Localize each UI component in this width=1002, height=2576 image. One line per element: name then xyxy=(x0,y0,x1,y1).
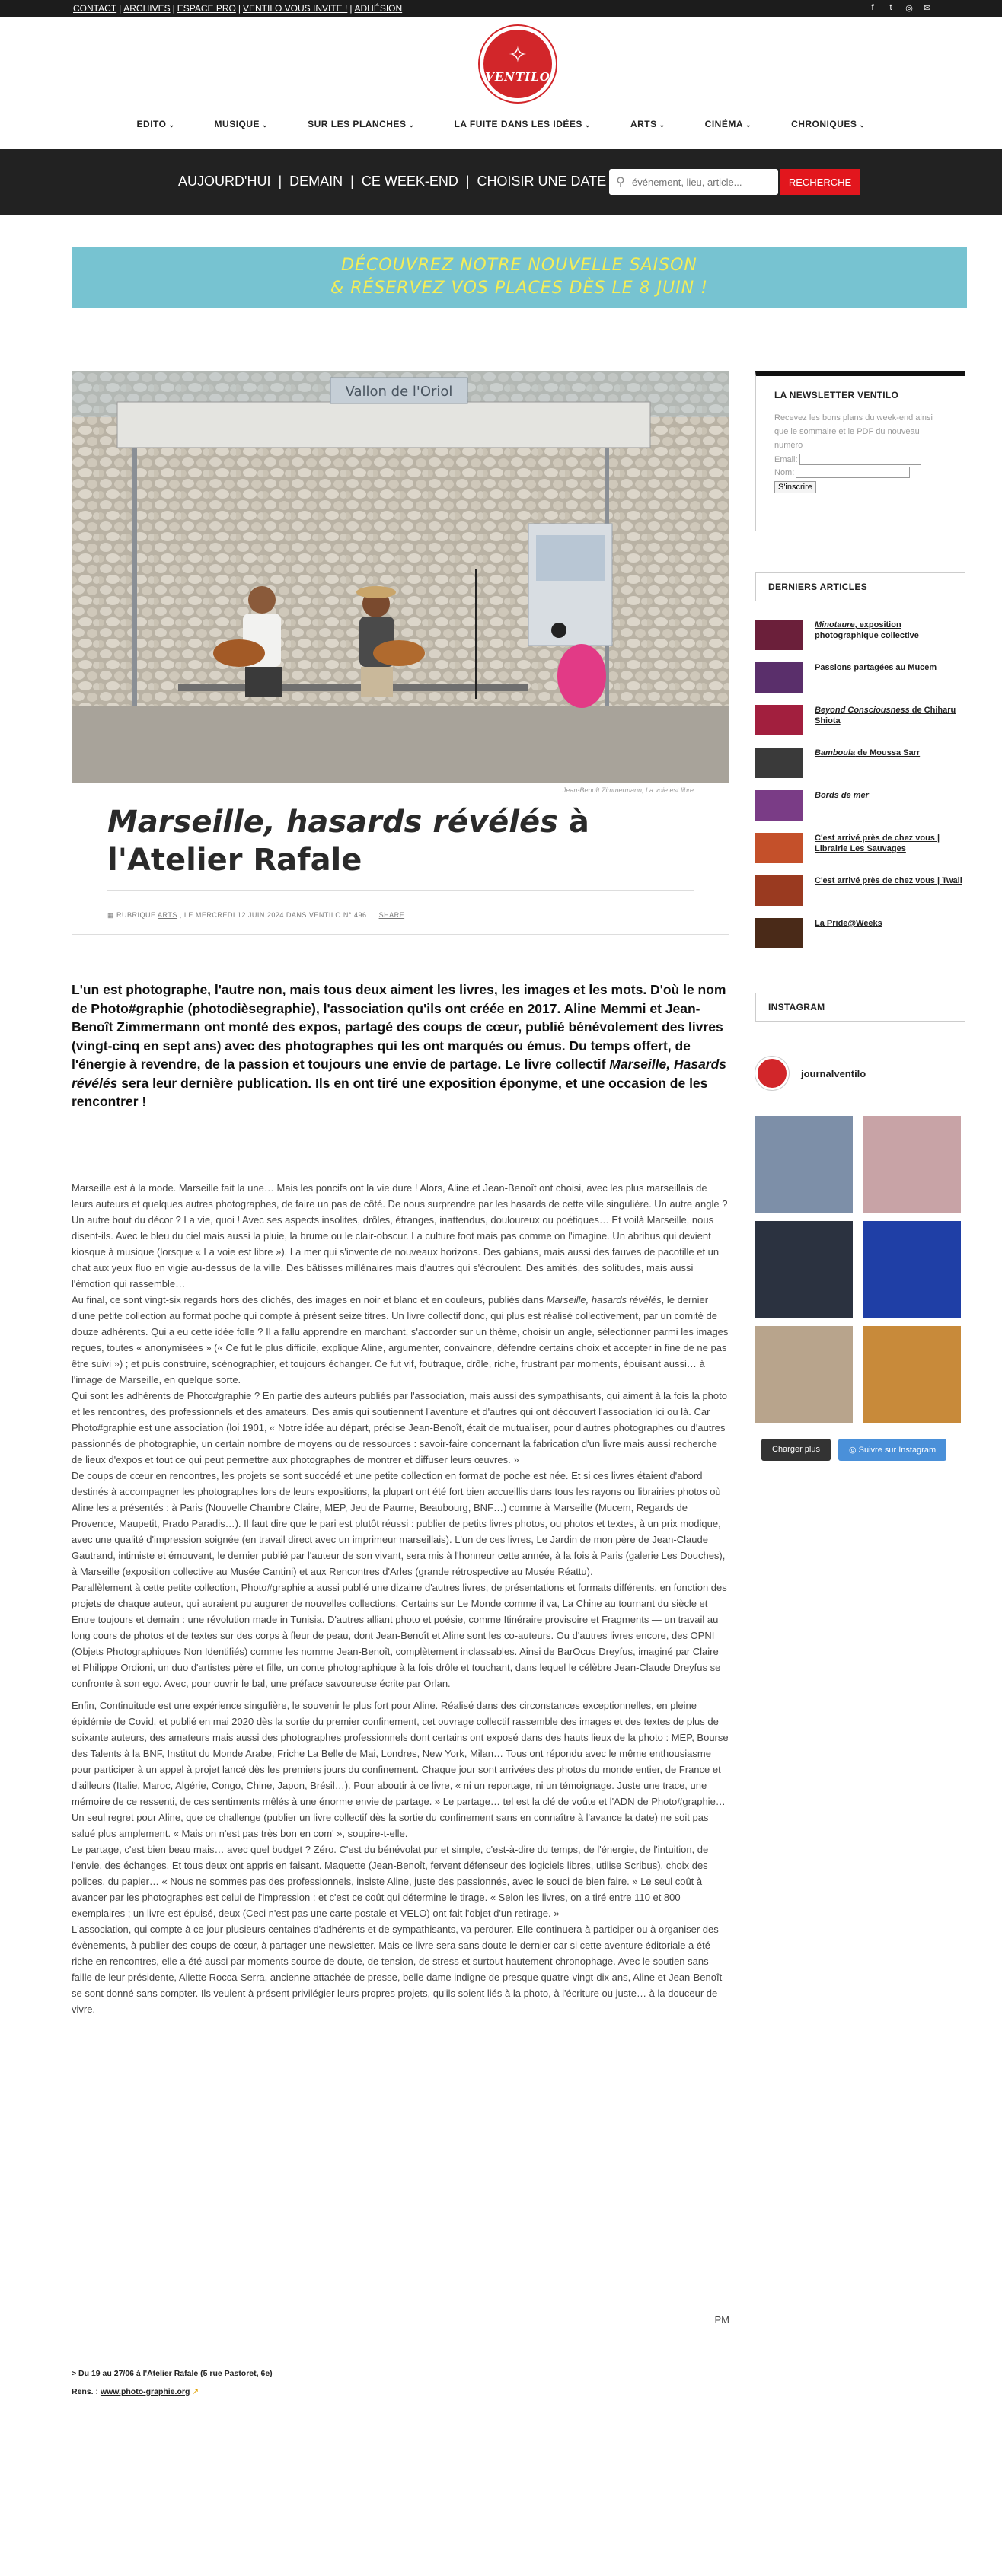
facebook-icon[interactable]: f xyxy=(871,3,874,12)
body-paragraph: Le partage, c'est bien beau mais… avec quel budget ? Zéro. C'est du bénévolat pur et simple, c'est-à-dire du temps, de l'énergie, de l'intuition, de l'envie, des échanges. Et tous deux ont appris en faisant. Maquette (Jean-Benoît, fervent défenseur des logiciels libres, utilise Scribus), choix des polices, du papier… « Nous ne sommes pas des professionnels, insiste Aline, juste des passionnés, avec le souci de bien faire. » Le seul coût à avancer par les photographes est celui de l'impression : et c'est ce coût qui détermine le tirage. « Selon les livres, on a tiré entre 110 et 800 exemplaires ; un livre est épuisé, deux (Ceci n'est pas une carte postale et VELO) ont fait l'objet d'un retirage. » xyxy=(72,1844,709,1919)
article-thumbnail xyxy=(755,705,803,735)
practical-info xyxy=(72,2364,729,2401)
calendar-icon: ▦ xyxy=(107,911,117,919)
nav-arts[interactable]: ARTS ⌄ xyxy=(630,119,665,129)
latest-article-item[interactable]: Beyond Consciousness de Chiharu Shiota xyxy=(755,705,965,748)
nav-musique[interactable]: MUSIQUE ⌄ xyxy=(214,119,269,129)
nav-la-fuite-dans-les-idees[interactable]: LA FUITE DANS LES IDÉES ⌄ xyxy=(454,119,591,129)
instagram-profile xyxy=(755,1057,866,1090)
article-title-card xyxy=(72,783,729,935)
body-paragraph: Qui sont les adhérents de Photo#graphie ? En partie des auteurs publiés par l'association, mais aussi des sympathisants, qui aiment à la fois la photo et les rencontres, des professionnels et des amateurs. Des amis qui soutiennent l'aventure et d'autres qui ont découvert l'association ici ou là. Car Photo#graphie est une association (loi 1901, « Notre idée au départ, précise Jean-Benoît, était de mutualiser, pour d'autres photographes ou d'autres passionnés de photographie, un certain nombre de moyens ou de ressources : savoir-faire concernant la fabrication d'un livre mais aussi recherche de lieux d'expos et tout ce qui peut permettre aux photographes de montrer et diffuser leurs œuvres. » xyxy=(72,1390,727,1465)
chevron-down-icon: ⌄ xyxy=(408,121,415,129)
instagram-username[interactable]: journalventilo xyxy=(801,1067,866,1079)
external-link-icon: ↗ xyxy=(192,2387,199,2396)
latest-articles-list xyxy=(755,620,965,961)
latest-article-item[interactable]: C'est arrivé près de chez vous | Twali xyxy=(755,875,965,918)
bus-shelter-musicians-photo xyxy=(72,371,729,783)
top-bar xyxy=(0,0,1002,17)
nav-edito[interactable]: EDITO ⌄ xyxy=(136,119,175,129)
subscribe-button[interactable]: S'inscrire xyxy=(774,481,816,493)
newsletter-email-input[interactable] xyxy=(799,454,921,465)
avatar[interactable] xyxy=(755,1057,789,1090)
body-paragraph: Marseille est à la mode. Marseille fait la une… Mais les poncifs ont la vie dure ! Alors, Aline et Jean-Benoît ont choisi, avec les plus marseillais de leurs auteurs et quelques autres photographes, de faire un pas de côté. De nous surprendre par les hasards de cette ville singulière. Un autre angle ? Un autre bout du décor ? La vie, quoi ! Avec ses aspects insolites, drôles, étranges, inattendus, douloureux ou poétiques… Et voilà Marseille, nous disent-ils. Avec le bleu du ciel mais aussi la pluie, la brume ou le clair-obscur. La culture foot mais pas comme on l'imagine. Un abribus qui devient kiosque à musique (lorsque « La voie est libre »). La mer qui s'invente de nouveaux horizons. Des gabians, mais aussi des fauves de pacotille et un chat aux yeux fluo en vigie au-dessus de la ville. Des bâtisses millénaires mais d'autres qui s'écroulent. Des amitiés, des solitudes, mais aussi l'émotion qui rassemble… xyxy=(72,1182,728,1290)
article-thumbnail xyxy=(755,875,803,906)
mail-icon[interactable]: ✉ xyxy=(924,4,931,13)
date-filters: AUJOURD'HUI | DEMAIN | CE WEEK-END | CHOISIR UNE DATE xyxy=(178,174,607,189)
top-link-archives[interactable]: ARCHIVES xyxy=(123,3,171,14)
rubrique-link[interactable]: ARTS xyxy=(158,911,177,919)
instagram-post[interactable] xyxy=(863,1326,961,1423)
date-today[interactable]: AUJOURD'HUI xyxy=(178,174,271,189)
search-field xyxy=(609,169,778,195)
date-weekend[interactable]: CE WEEK-END xyxy=(361,174,458,189)
agenda-search-band xyxy=(0,149,1002,215)
logo-area xyxy=(0,17,1002,108)
logo-word: VENTILO xyxy=(485,70,550,84)
article-thumbnail xyxy=(755,748,803,778)
follow-instagram-button[interactable]: ◎ Suivre sur Instagram xyxy=(838,1439,946,1461)
body-paragraph: Au final, ce sont vingt-six regards hors des clichés, des images en noir et blanc et en couleurs, publiés dans Marseille, hasards révélés, le dernier d'une petite collection au format poche qui compte à présent seize titres. Un livre collectif donc, qui plus est réalisé collectivement, par un comité de douze adhérents. Qui a eu cette idée folle ? Il a fallu apprendre en marchant, s'accorder sur un thème, choisir un angle, sélectionner parmi les images reçues, toutes « anonymisées » (« Ce fut le plus difficile, explique Aline, argumenter, convaincre, défendre certains choix et accepter in fine de ne pas être suivi ») ; et puis construire, scénographier, et toujours échanger. Ce fut vif, foutraque, drôle, riche, frustrant par moments, épuisant aussi… à l'image de Marseille, en quelque sorte. xyxy=(72,1294,729,1385)
chevron-down-icon: ⌄ xyxy=(262,121,269,129)
article-title: Marseille, hasards révélés à l'Atelier Rafale xyxy=(107,805,589,878)
newsletter-widget xyxy=(755,371,965,531)
article-body xyxy=(72,1180,729,2017)
instagram-post[interactable] xyxy=(755,1221,853,1318)
instagram-icon[interactable]: ◎ xyxy=(905,4,913,13)
info-contact: Rens. : www.photo-graphie.org ↗ xyxy=(72,2387,199,2396)
article-lead: L'un est photographe, l'autre non, mais tous deux aiment les livres, les images et les mots. D'où le nom de Photo#graphie (photodièsegraphie), l'association qu'ils ont créée en 2017. Aline Memmi et Jean-Benoît Zimmermann ont monté des expos, partagé des coups de cœur, publié bénévolement des livres (vingt-cinq en sept ans) avec des photographes qui les ont marqués ou émus. Du temps offert, de l'énergie à revendre, de la passion et toujours une envie de partage. Le livre collectif Marseille, Hasards révélés sera leur dernière publication. Ils en ont tiré une exposition éponyme, et une occasion de les rencontrer ! xyxy=(72,982,727,1109)
author-signature: PM xyxy=(714,2314,729,2326)
nav-cinema[interactable]: CINÉMA ⌄ xyxy=(704,119,752,129)
latest-articles-title: DERNIERS ARTICLES xyxy=(768,582,867,592)
name-label: Nom: xyxy=(774,467,795,477)
article-meta: ▦ RUBRIQUE ARTS , LE MERCREDI 12 JUIN 2024 DANS VENTILO N° 496 SHARE xyxy=(107,911,405,919)
date-choose[interactable]: CHOISIR UNE DATE xyxy=(477,174,607,189)
instagram-icon: ◎ xyxy=(848,1446,859,1455)
chevron-down-icon: ⌄ xyxy=(659,121,665,129)
promo-line-1: DÉCOUVREZ NOTRE NOUVELLE SAISON xyxy=(341,256,697,275)
body-paragraph: L'association, qui compte à ce jour plusieurs centaines d'adhérents et de sympathisants, va perdurer. Elle continuera à participer ou à organiser des évènements, à publier des coups de cœur, à partager une newsletter. Mais ce livre sera sans doute le dernier car si cette aventure éditoriale a été riche en rencontres, elle a été aussi par moments source de doute, de tension, de stress et surtout hautement chronophage. Avec le soutien sans faille de leur présidente, Aliette Rocca-Serra, ancienne attachée de presse, belle dame indigne de presque quatre-vingt-dix ans, Aline et Jean-Benoît se sont donné sans compter. Ils veulent à présent privilégier leurs propres projets, qu'ils soient liés à la photo, à l'écriture ou juste… à la douceur de vivre. xyxy=(72,1924,723,2015)
latest-articles-header xyxy=(755,572,965,601)
search-button[interactable]: RECHERCHE xyxy=(780,169,860,195)
top-links: CONTACT | ARCHIVES | ESPACE PRO | VENTILO VOUS INVITE ! | ADHÉSION xyxy=(73,3,403,14)
newsletter-title: LA NEWSLETTER VENTILO xyxy=(774,390,899,400)
chevron-down-icon: ⌄ xyxy=(168,121,175,129)
email-label: Email: xyxy=(774,454,798,464)
newsletter-name-input[interactable] xyxy=(796,467,910,478)
top-link-espace-pro[interactable]: ESPACE PRO xyxy=(177,3,236,14)
twitter-icon[interactable]: t xyxy=(889,3,892,12)
article-thumbnail xyxy=(755,662,803,693)
article-thumbnail xyxy=(755,918,803,948)
instagram-header xyxy=(755,993,965,1022)
event-dates: > Du 19 au 27/06 à l'Atelier Rafale (5 rue Pastoret, 6e) xyxy=(72,2369,273,2378)
load-more-button[interactable]: Charger plus xyxy=(761,1439,831,1461)
latest-article-item[interactable]: Bords de mer xyxy=(755,790,965,833)
chevron-down-icon: ⌄ xyxy=(745,121,752,129)
instagram-post[interactable] xyxy=(863,1221,961,1318)
share-button[interactable]: SHARE xyxy=(378,911,405,919)
latest-article-item[interactable]: La Pride@Weeks xyxy=(755,918,965,961)
nav-sur-les-planches[interactable]: SUR LES PLANCHES ⌄ xyxy=(308,119,415,129)
ventilo-logo[interactable] xyxy=(480,26,556,102)
chevron-down-icon: ⌄ xyxy=(859,121,866,129)
top-link-ventilo-invite[interactable]: VENTILO VOUS INVITE ! xyxy=(242,3,348,14)
latest-article-item[interactable]: C'est arrivé près de chez vous | Librairie Les Sauvages xyxy=(755,833,965,875)
body-paragraph: De coups de cœur en rencontres, les projets se sont succédé et une petite collection en format de poche est née. Et si ces livres étaient d'abord destinés à accompagner les photographes lors de leurs expositions, la plupart ont été fort bien accueillis dans tous les rayons ou librairies photos où Aline les a présentés : à Paris (Nouvelle Chambre Claire, MEP, Jeu de Paume, Beaubourg, BNF…) comme à Marseille (Mucem, Regards de Provence, Maupetit, Prado Paradis…). Il faut dire que le pari est plutôt réussi : publier de petits livres photos, ou photos et textes, à un prix modique, avec une qualité d'impression soignée (en travail direct avec un imprimeur marseillais). L'un de ces livres, Le Jardin de mon père de Jean-Claude Gautrand, intimiste et émouvant, le dernier publié par l'auteur de son vivant, sera mis à l'honneur cette année, à la fois à Paris (galerie Les Douches), à Marseille (exposition collective au Musée Cantini) et aux Rencontres d'Arles (grande rétrospective au Musée Réattu). xyxy=(72,1470,726,1577)
instagram-post[interactable] xyxy=(755,1116,853,1213)
season-promo-banner[interactable] xyxy=(72,247,967,308)
body-paragraph: Parallèlement à cette petite collection, Photo#graphie a aussi publié une dizaine d'autres livres, de présentations et formats différents, en fonction des projets de chaque auteur, qui auraient pu augurer de nouvelles collections. Certains sur Le Monde comme il va, La Chine au tournant du siècle et Entre toujours et demain : une révolution made in Tunisia. D'autres alliant photo et poésie, comme Itinéraire provisoire et Fragments — un travail au long cours de photos et de textes sur des corps à fleur de peau, dont Jean-Benoît et Aline sont les co-auteurs. Ou d'autres livres encore, des OPNI (Objets Photographiques Non Identifiés) comme les nomme Jean-Benoît, complètement inclassables. Ainsi de BarOcus Dreyfus, imaginé par Claire et Philippe Ordioni, un duo d'artistes père et fille, un conte photographique à la fois drôle et touchant, dans lequel le célèbre Jean-Claude Dreyfus se confronte à son ego. Avec, pour ouvrir le bal, une préface savoureuse écrite par Orlan. xyxy=(72,1582,727,1689)
top-link-contact[interactable]: CONTACT xyxy=(73,3,117,14)
article-hero-photo xyxy=(72,371,729,783)
nav-chroniques[interactable]: CHRONIQUES ⌄ xyxy=(791,119,866,129)
logo-mark-icon: ✧ xyxy=(508,42,528,69)
latest-article-item[interactable]: Minotaure, exposition photographique collective xyxy=(755,620,965,662)
social-links xyxy=(868,3,932,13)
chevron-down-icon: ⌄ xyxy=(584,121,591,129)
instagram-post[interactable] xyxy=(755,1326,853,1423)
search-icon: ⚲ xyxy=(616,176,625,189)
main-nav xyxy=(0,119,1002,129)
article-thumbnail xyxy=(755,790,803,821)
instagram-post[interactable] xyxy=(863,1116,961,1213)
latest-article-item[interactable]: Passions partagées au Mucem xyxy=(755,662,965,705)
article-thumbnail xyxy=(755,620,803,650)
website-link[interactable]: www.photo-graphie.org xyxy=(100,2387,190,2396)
photo-sign-text: Vallon de l'Oriol xyxy=(345,384,453,400)
instagram-title: INSTAGRAM xyxy=(768,1002,825,1012)
body-paragraph: Enfin, Continuitude est une expérience singulière, le souvenir le plus fort pour Aline. Réalisé dans des circonstances exceptionnelles, en pleine épidémie de Covid, et publié en mai 2020 dès la sortie du premier confinement, cet ouvrage collectif rassemble des images et des textes de plus de soixante auteurs, des amateurs mais aussi des photographes professionnels dont certains ont exposé dans des hauts lieux de la photo : MEP, Bourse des Talents à la BNF, Institut du Monde Arabe, Friche La Belle de Mai, Londres, New York, Milan… Tous ont répondu avec le même enthousiasme pour participer à un appel à projet lancé dès les premiers jours du confinement. Chaque jour sont arrivées des photos du monde entier, de France et d'ailleurs (Italie, Maroc, Algérie, Congo, Chine, Japon, Brésil…). Pour aboutir à ce livre, « ni un reportage, ni un témoignage. Juste une trace, une mémoire de ce ressenti, de ces sentiments mêlés à une énorme envie de partage. » Le partage… tel est la clé de voûte et l'ADN de Photo#graphie… Un seul regret pour Aline, que ce challenge (publier un livre collectif dès la sortie du confinement sans en connaître à l'avance la date) ne soit pas salué plus amplement. « Mais on n'est pas très bon en com' », soupire-t-elle. xyxy=(72,1700,729,1839)
instagram-grid xyxy=(755,1116,962,1423)
photo-credit: Jean-Benoît Zimmermann, La voie est libre xyxy=(562,786,694,794)
date-tomorrow[interactable]: DEMAIN xyxy=(289,174,343,189)
latest-article-item[interactable]: Bamboula de Moussa Sarr xyxy=(755,748,965,790)
article-thumbnail xyxy=(755,833,803,863)
search-input[interactable] xyxy=(632,177,769,188)
title-divider xyxy=(107,890,694,891)
promo-line-2: & RÉSERVEZ VOS PLACES DÈS LE 8 JUIN ! xyxy=(330,279,708,298)
instagram-actions xyxy=(761,1439,946,1461)
newsletter-text: Recevez les bons plans du week-end ainsi que le sommaire et le PDF du nouveau numéro xyxy=(774,413,933,450)
top-link-adhesion[interactable]: ADHÉSION xyxy=(354,3,403,14)
